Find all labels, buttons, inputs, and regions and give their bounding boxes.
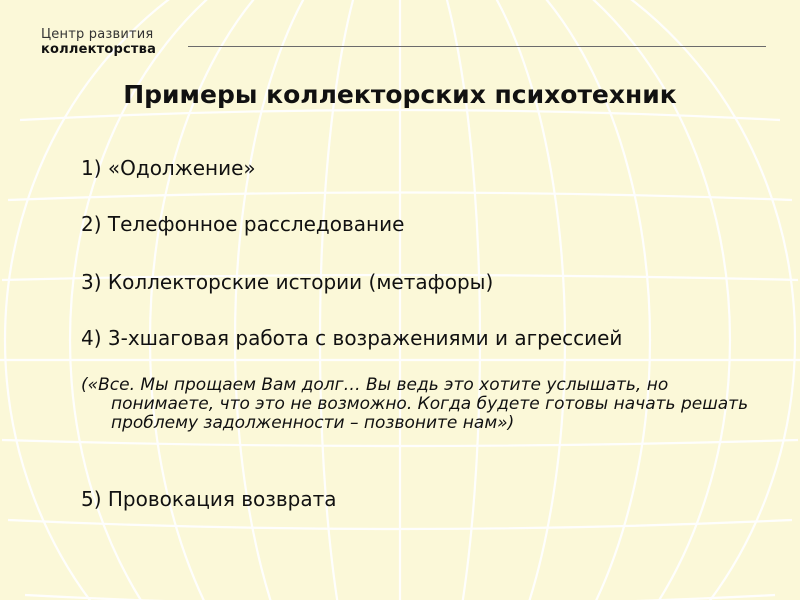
list-item-4-note: («Все. Мы прощаем Вам долг… Вы ведь это хотите услышать, но понимаете, что это не возможно. Когда будете готовы начать решать проблему задолженности – позвоните нам») (81, 375, 749, 433)
slide-title: Примеры коллекторских психотехник (123, 80, 677, 109)
list-item-3: 3) Коллекторские истории (метафоры) (81, 270, 494, 294)
logo (41, 28, 156, 58)
list-item-5: 5) Провокация возврата (81, 487, 337, 511)
header-rule (188, 46, 766, 47)
list-item-4: 4) 3-хшаговая работа с возражениями и агрессией (81, 326, 623, 350)
logo-line1: Центр развития (41, 27, 154, 42)
list-item-1: 1) «Одолжение» (81, 156, 256, 180)
logo-line2: коллекторства (41, 41, 157, 57)
list-item-2: 2) Телефонное расследование (81, 212, 405, 236)
